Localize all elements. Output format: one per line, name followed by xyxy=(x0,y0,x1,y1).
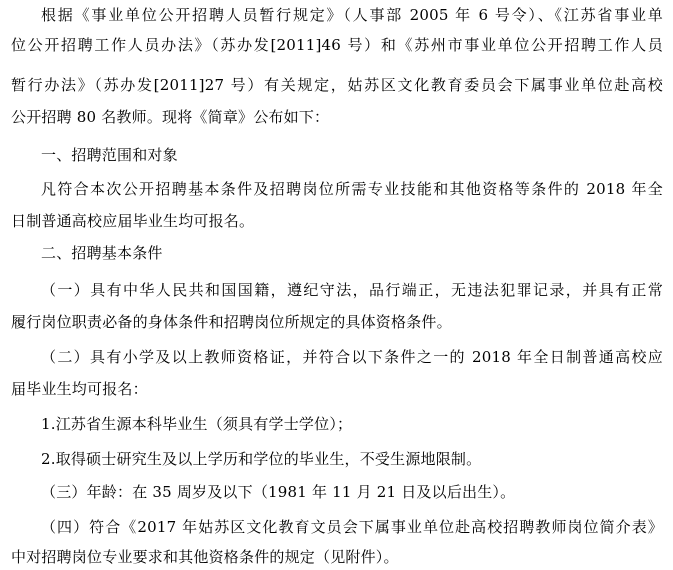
paragraph-line: 届毕业生均可报名： xyxy=(11,380,148,398)
list-item: 2.取得硕士研究生及以上学历和学位的毕业生，不受生源地限制。 xyxy=(41,450,482,468)
paragraph-line: 暂行办法》（苏办发[2011]27 号）有关规定，姑苏区文化教育委员会下属事业单位赴高校 xyxy=(11,76,663,94)
paragraph-line: 日制普通高校应届毕业生均可报名。 xyxy=(11,212,255,230)
paragraph-line: 履行岗位职责必备的身体条件和招聘岗位所规定的具体资格条件。 xyxy=(11,313,452,331)
paragraph-line: （四）符合《2017 年姑苏区文化教育文员会下属事业单位赴高校招聘教师岗位简介表》 xyxy=(41,518,663,536)
section-heading: 二、招聘基本条件 xyxy=(41,244,163,262)
paragraph-line: （一）具有中华人民共和国国籍，遵纪守法，品行端正，无违法犯罪记录，并具有正常 xyxy=(41,281,663,299)
paragraph-line: 中对招聘岗位专业要求和其他资格条件的规定（见附件）。 xyxy=(11,548,399,566)
paragraph-line: （二）具有小学及以上教师资格证，并符合以下条件之一的 2018 年全日制普通高校应 xyxy=(41,348,663,366)
paragraph-line: 位公开招聘工作人员办法》（苏办发[2011]46 号）和《苏州市事业单位公开招聘工作人员 xyxy=(11,36,663,54)
paragraph-line: 根据《事业单位公开招聘人员暂行规定》（人事部 2005 年 6 号令）、《江苏省事业单 xyxy=(41,6,663,24)
section-heading: 一、招聘范围和对象 xyxy=(41,146,178,164)
paragraph-line: 公开招聘 80 名教师。现将《简章》公布如下： xyxy=(11,108,330,126)
list-item: 1.江苏省生源本科毕业生（须具有学士学位）； xyxy=(41,415,353,433)
paragraph-line: 凡符合本次公开招聘基本条件及招聘岗位所需专业技能和其他资格等条件的 2018 年全 xyxy=(41,180,663,198)
paragraph-line: （三）年龄：在 35 周岁及以下（1981 年 11 月 21 日及以后出生）。 xyxy=(41,483,516,501)
